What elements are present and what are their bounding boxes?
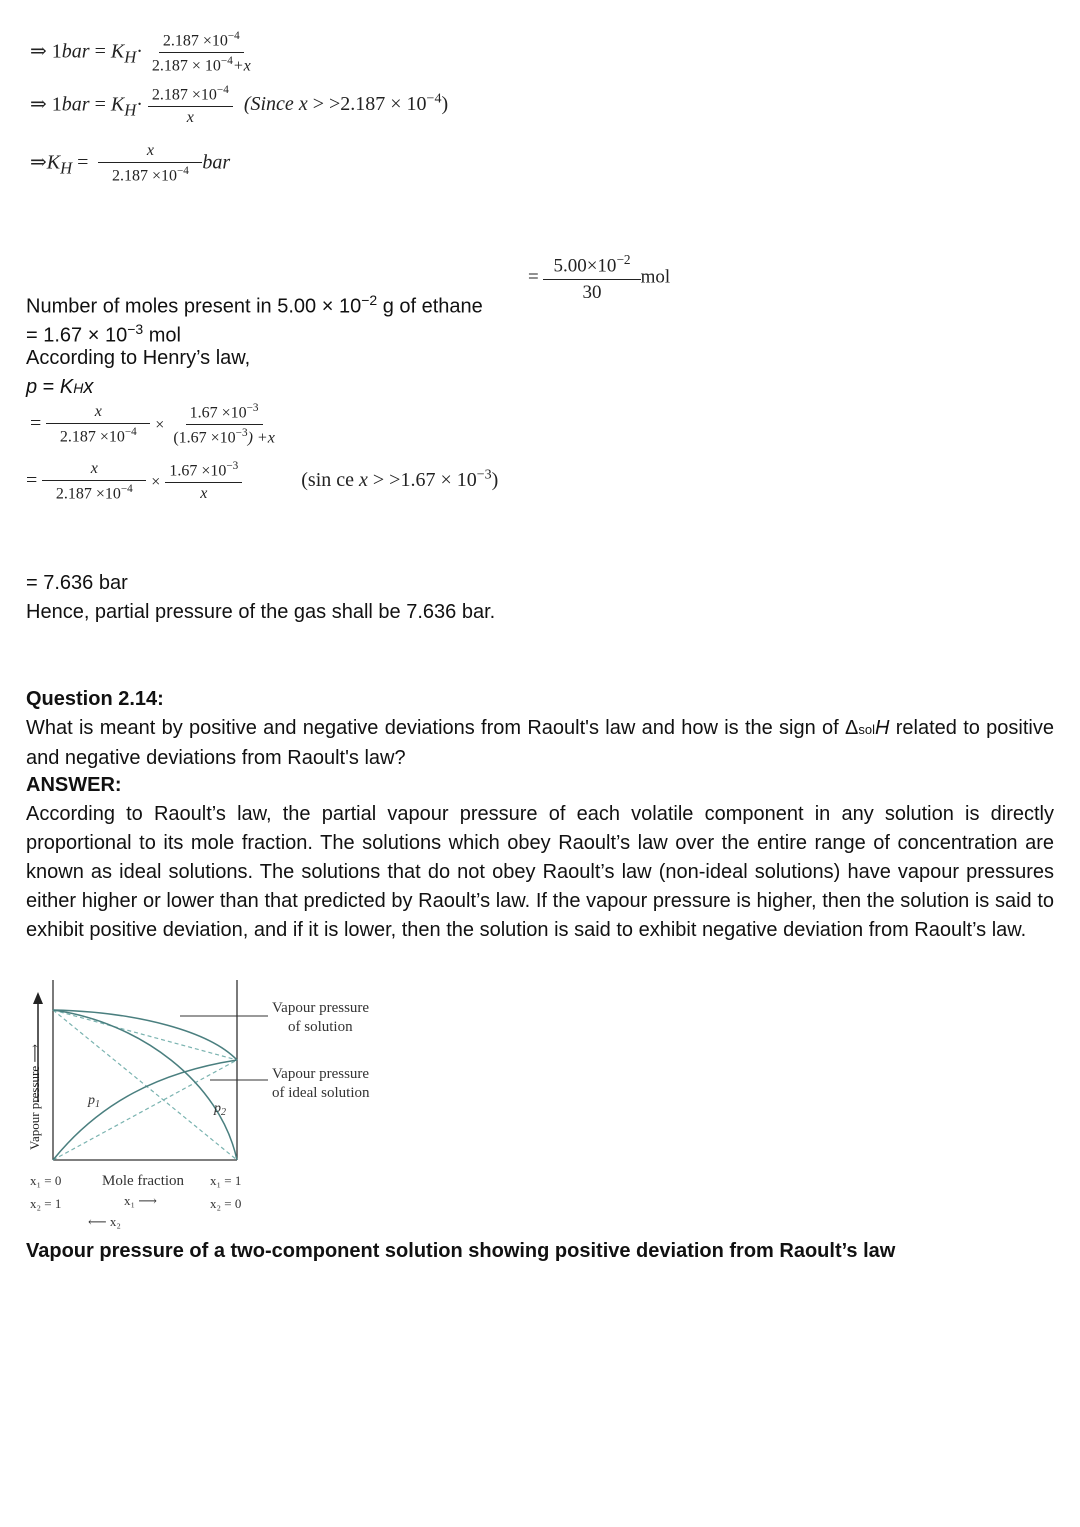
label-left-x2: x₂ = 1 [30, 1196, 62, 1211]
question-text: What is meant by positive and negative deviations from Raoult's law and how is the sign of Δ [26, 717, 859, 739]
fraction-2-numerator [165, 460, 242, 483]
equation-2 [30, 84, 448, 127]
numerator-text: 2.187 ×10 [151, 86, 217, 104]
moles-text: Number of moles present in 5.00 × 10 [26, 295, 362, 318]
since-note [301, 469, 498, 491]
numerator-exponent: −3 [246, 402, 259, 414]
denominator-text: 2.187 ×10 [59, 428, 125, 446]
label-left-x1: x₁ = 0 [30, 1173, 62, 1188]
label-solution-line2: of solution [288, 1019, 353, 1035]
pressure-symbol: p [26, 376, 38, 398]
fraction [98, 142, 202, 185]
fraction [543, 252, 640, 304]
fraction [148, 30, 255, 76]
label-solution-line1: Vapour pressure [272, 1000, 370, 1016]
since-close: ) [441, 93, 449, 116]
equals-sign: = [37, 376, 60, 398]
denominator-exponent: −4 [176, 165, 189, 177]
ideal-p1-line [53, 1060, 237, 1160]
label-ideal-line1: Vapour pressure [272, 1066, 370, 1082]
question-text-tail: related to positive and negative deviations from Raoult's law? [26, 717, 1054, 769]
henry-equation-2 [26, 460, 498, 503]
bar-unit: bar [202, 151, 231, 174]
implies-symbol: ⇒ 1 [30, 40, 62, 63]
denominator-text: 2.187 ×10 [111, 167, 177, 185]
henry-equation-1 [30, 402, 279, 448]
fraction-2 [165, 460, 242, 503]
henry-formula [26, 373, 93, 403]
since-exponent: −3 [476, 467, 492, 483]
equation-3 [30, 142, 230, 185]
fraction-numerator [148, 84, 233, 107]
denominator-text: 2.187 ×10 [55, 485, 121, 503]
implies-symbol: ⇒ 1 [30, 93, 62, 116]
fraction-denominator: x [186, 109, 194, 127]
equals-sign: = [26, 469, 38, 492]
result-line: = 7.636 bar [26, 572, 128, 594]
since-exponent: −4 [426, 91, 442, 107]
equals-sign: = [528, 266, 539, 288]
fraction-2 [169, 402, 279, 448]
equals-sign: = [72, 151, 94, 174]
times-sign: × [155, 416, 165, 434]
label-right-x1: x₁ = 1 [210, 1173, 242, 1188]
fraction-denominator [148, 53, 255, 75]
moles-result-text: = 1.67 × 10 [26, 324, 128, 347]
denominator-exponent: −4 [220, 55, 233, 68]
label-x1-arrow: x₁ ⟶ [124, 1193, 157, 1208]
moles-result-unit: mol [143, 324, 181, 347]
label-mole-fraction: Mole fraction [102, 1173, 185, 1189]
y-axis-arrowhead [33, 992, 43, 1004]
henry-constant-sub: H [124, 47, 137, 67]
numerator-exponent: −2 [616, 252, 631, 267]
bar-unit: bar [61, 40, 90, 63]
times-sign: × [151, 473, 161, 491]
numerator-exponent: −3 [226, 460, 239, 472]
denominator-tail: ) +x [247, 429, 275, 447]
henry-constant-k: K [46, 151, 61, 174]
fraction-denominator [108, 163, 193, 185]
question-body [26, 714, 1054, 773]
answer-heading: ANSWER: [26, 774, 122, 796]
fraction-1-denominator [52, 481, 137, 503]
denominator-exponent: −4 [124, 426, 137, 439]
fraction-1-numerator: x [42, 460, 146, 481]
delta-sol-subscript: sol [858, 722, 875, 737]
fraction-numerator [159, 30, 244, 53]
label-x2-arrow: ⟵ x₂ [88, 1214, 121, 1229]
henry-intro: According to Henry’s law, [26, 347, 251, 369]
numerator-text: 1.67 ×10 [189, 404, 247, 422]
denominator-tail: +x [232, 57, 251, 75]
y-axis-label: Vapour pressure ⟶ [27, 1044, 42, 1150]
label-p1: $p_1$ [88, 1093, 100, 1110]
fraction-2-numerator [186, 402, 263, 425]
henry-constant-k: K [110, 93, 125, 116]
implies-symbol: ⇒ [30, 151, 47, 174]
henry-constant-sub: H [60, 158, 73, 178]
numerator-exponent: −4 [216, 84, 229, 96]
conclusion-line: Hence, partial pressure of the gas shall be 7.636 bar. [26, 601, 496, 623]
since-value: > >1.67 × 10 [367, 469, 477, 492]
fraction-numerator: x [98, 142, 202, 163]
denominator-exponent: −3 [235, 427, 248, 440]
fraction [148, 84, 233, 127]
fraction-numerator [543, 252, 640, 280]
numerator-text: 1.67 ×10 [169, 462, 227, 480]
ideal-p2-line [53, 1010, 237, 1160]
label-p2: $p_2$ [214, 1101, 226, 1118]
since-x: x [359, 469, 368, 492]
since-close: ) [491, 469, 499, 492]
dot-operator: · [136, 93, 143, 116]
since-open: (Since [243, 93, 299, 116]
equation-1 [30, 30, 255, 76]
since-value: > >2.187 × 10 [307, 93, 427, 116]
equals-sign: = [89, 93, 111, 116]
fraction-denominator: 30 [582, 282, 602, 304]
mole-fraction-x: x [83, 376, 94, 398]
label-right-x2: x₂ = 0 [210, 1196, 242, 1211]
moles-exponent: −2 [361, 292, 378, 308]
since-note [244, 93, 448, 115]
mol-unit: mol [640, 266, 671, 288]
henry-k: K [59, 376, 74, 398]
since-open: (sin ce [301, 469, 360, 492]
fraction-1-numerator: x [46, 403, 150, 424]
denominator-exponent: −4 [120, 483, 133, 495]
numerator-text: 5.00×10 [553, 255, 617, 277]
henry-constant-k: K [110, 40, 125, 63]
moles-fraction-equation [528, 252, 670, 304]
answer-body: According to Raoult’s law, the partial vapour pressure of each volatile component in any solution is directly proportional to its mole fraction. The solutions which obey Raoult’s law over the entire range of concentration are known as ideal solutions. The solutions that do not obey Raoult’s law (non-ideal solutions) have vapour pressures either higher or lower than that predicted by Raoult’s law. If the vapour pressure is higher, then the solution is said to exhibit positive deviation, and if it is lower, then the solution is said to exhibit negative deviation from Raoult’s law. [26, 803, 1054, 941]
fraction-1 [42, 460, 146, 503]
figure-caption: Vapour pressure of a two-component solution showing positive deviation from Raoult’s law [26, 1240, 896, 1262]
fraction-2-denominator: x [200, 485, 208, 503]
fraction-1 [46, 403, 150, 446]
question-heading: Question 2.14: [26, 688, 164, 710]
henry-sub: H [73, 380, 84, 396]
label-ideal-line2: of ideal solution [272, 1085, 370, 1101]
bar-unit: bar [61, 93, 90, 116]
enthalpy-symbol: H [875, 717, 890, 739]
dot-operator: · [136, 40, 143, 63]
equals-sign: = [89, 40, 111, 63]
since-x: x [298, 93, 308, 116]
equals-sign: = [30, 412, 42, 435]
moles-text-tail: g of ethane [377, 295, 483, 318]
numerator-text: 2.187 ×10 [162, 32, 228, 50]
fraction-2-denominator [169, 425, 279, 447]
denominator-text: 2.187 × 10 [151, 57, 221, 75]
ideal-total-line [53, 1010, 237, 1060]
denominator-text: (1.67 ×10 [173, 429, 236, 447]
numerator-exponent: −4 [227, 30, 240, 42]
henry-constant-sub: H [124, 100, 137, 120]
moles-result-exponent: −3 [127, 321, 144, 337]
fraction-1-denominator [56, 424, 141, 446]
vapour-pressure-diagram [20, 972, 400, 1234]
